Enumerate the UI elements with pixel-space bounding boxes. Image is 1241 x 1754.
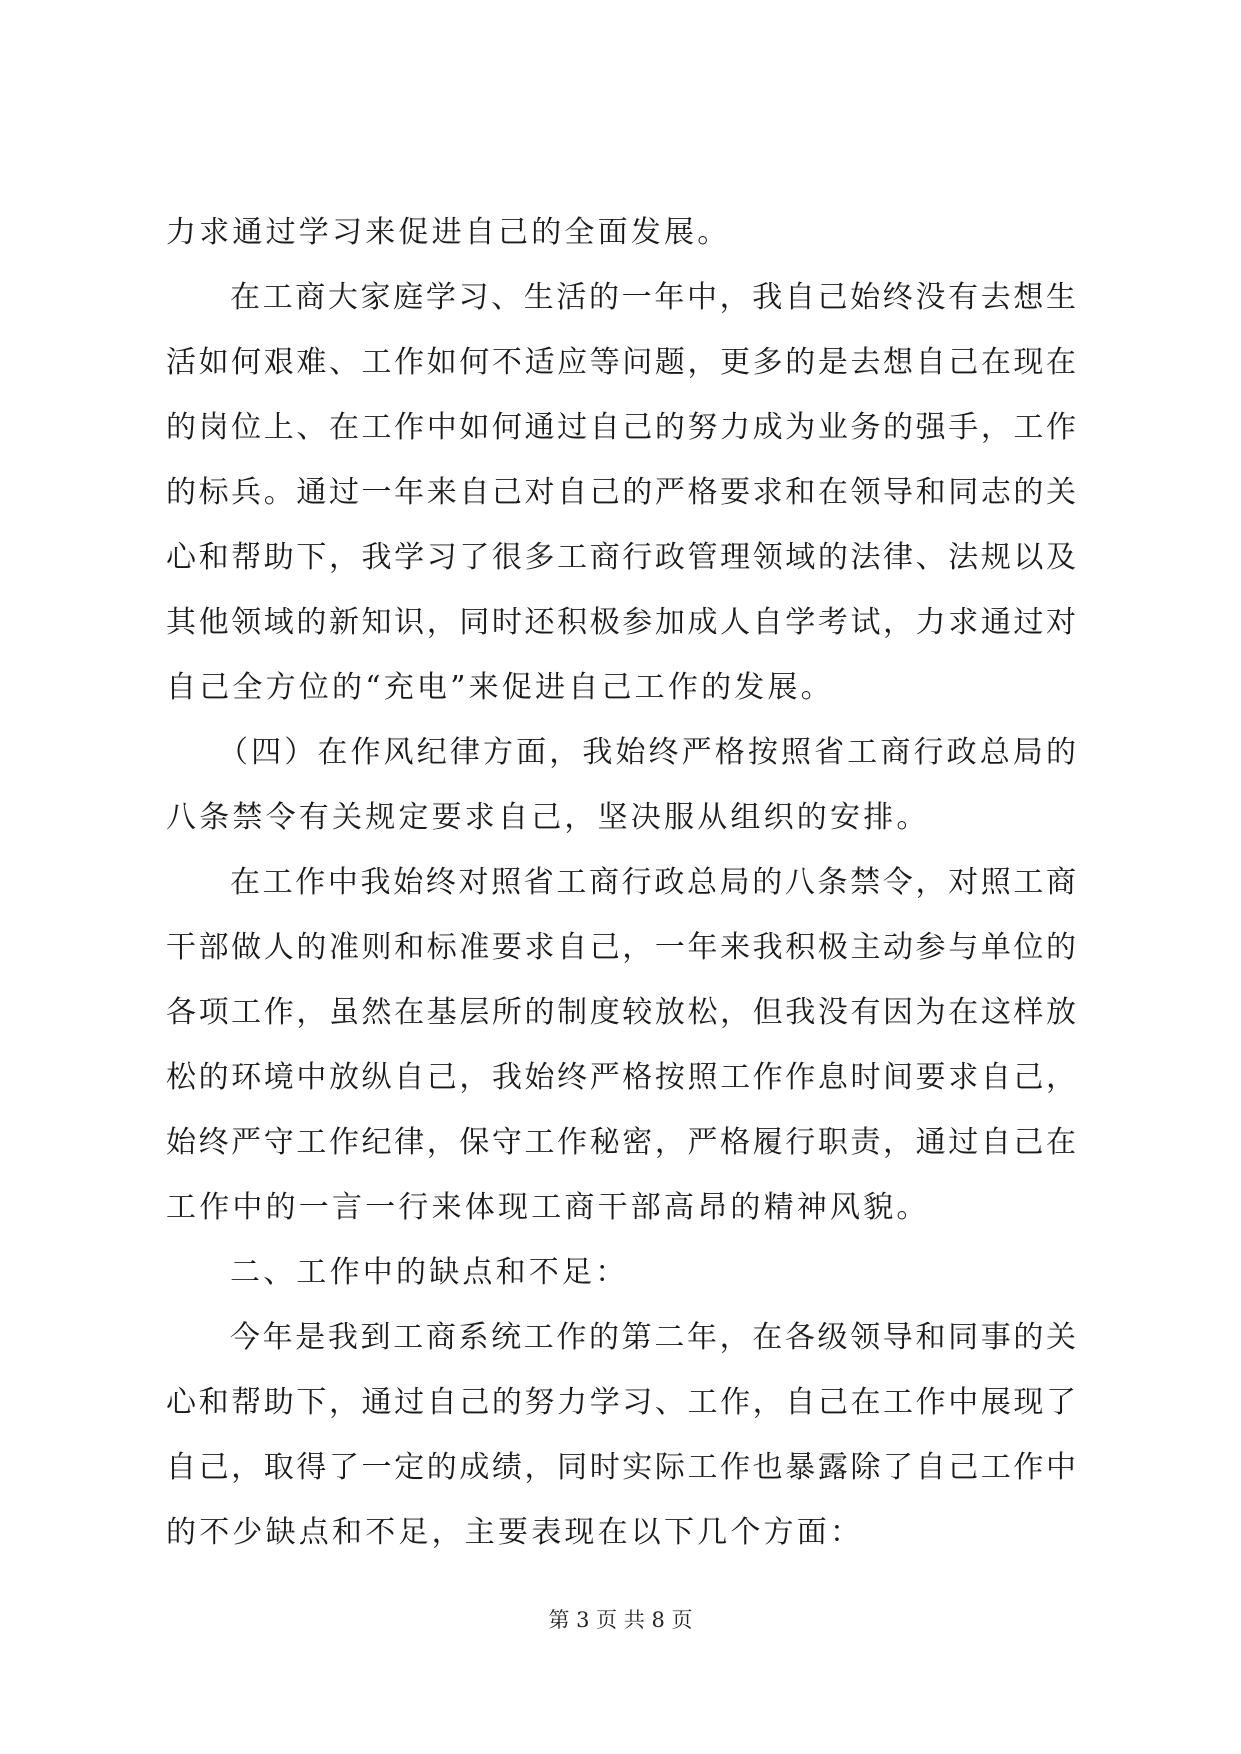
text-line: 的岗位上、在工作中如何通过自己的努力成为业务的强手，工作 <box>166 410 1076 445</box>
text-line: （四）在作风纪律方面，我始终严格按照省工商行政总局的 <box>218 735 1076 770</box>
text-line: 力求通过学习来促进自己的全面发展。 <box>166 215 731 250</box>
text-line: 心和帮助下，通过自己的努力学习、工作，自己在工作中展现了 <box>166 1385 1076 1420</box>
text-line: 干部做人的准则和标准要求自己，一年来我积极主动参与单位的 <box>166 930 1076 965</box>
text-line: 各项工作，虽然在基层所的制度较放松，但我没有因为在这样放 <box>166 995 1076 1030</box>
text-line: 的不少缺点和不足，主要表现在以下几个方面： <box>166 1515 864 1550</box>
text-line: 工作中的一言一行来体现工商干部高昂的精神风貌。 <box>166 1190 930 1225</box>
text-line: 自己全方位的“充电”来促进自己工作的发展。 <box>166 670 834 705</box>
text-line: 今年是我到工商系统工作的第二年，在各级领导和同事的关 <box>230 1320 1076 1355</box>
text-line: 其他领域的新知识，同时还积极参加成人自学考试，力求通过对 <box>166 605 1076 640</box>
page-footer <box>0 1605 1241 1635</box>
text-line: 自己，取得了一定的成绩，同时实际工作也暴露除了自己工作中 <box>166 1450 1076 1485</box>
text-line: 松的环境中放纵自己，我始终严格按照工作作息时间要求自己， <box>166 1060 1076 1095</box>
section-heading: 二、工作中的缺点和不足： <box>230 1255 629 1290</box>
text-line: 在工作中我始终对照省工商行政总局的八条禁令，对照工商 <box>230 865 1076 900</box>
text-line: 始终严守工作纪律，保守工作秘密，严格履行职责，通过自己在 <box>166 1125 1076 1160</box>
document-body <box>166 200 1076 1565</box>
text-line: 活如何艰难、工作如何不适应等问题，更多的是去想自己在现在 <box>166 345 1076 380</box>
text-line: 心和帮助下，我学习了很多工商行政管理领域的法律、法规以及 <box>166 540 1076 575</box>
text-line: 的标兵。通过一年来自己对自己的严格要求和在领导和同志的关 <box>166 475 1076 510</box>
text-line: 八条禁令有关规定要求自己，坚决服从组织的安排。 <box>166 800 930 835</box>
text-line: 在工商大家庭学习、生活的一年中，我自己始终没有去想生 <box>230 280 1076 315</box>
page-number: 第 3 页 共 8 页 <box>548 1608 693 1632</box>
